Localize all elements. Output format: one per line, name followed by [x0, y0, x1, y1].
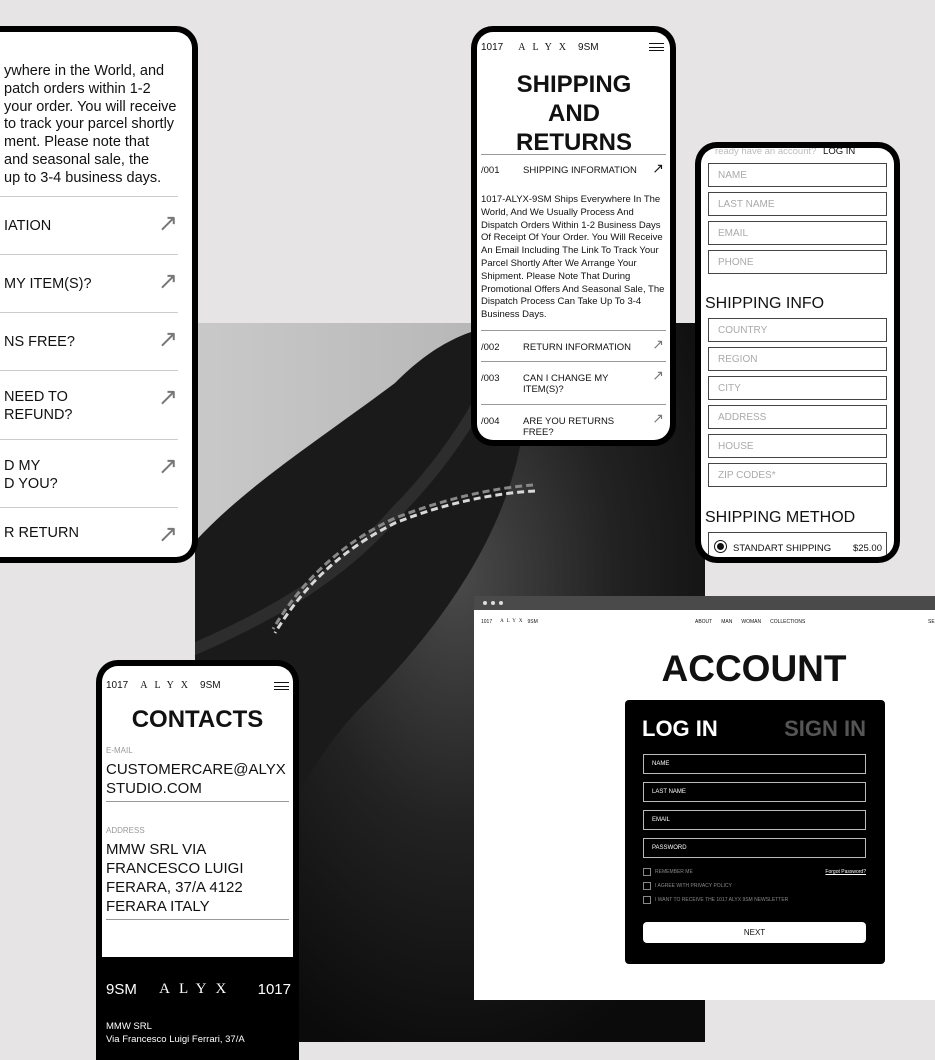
- address-value: MMW SRL VIA FRANCESCO LUIGI FERARA, 37/A 4122 FERARA ITALY: [106, 841, 244, 915]
- email-label: E-MAIL: [106, 746, 133, 755]
- email-field[interactable]: EMAIL: [643, 810, 866, 830]
- shipping-body: 1017-ALYX-9SM Ships Everywhere In The World, And We Usually Process And Dispatch Orders Within 1-2 Business Days Of Receipt Of Your Order. You Will Receive An Email Including The Link To Track Your Parcel Shortly After We Arrange Your Shipment. Please Note That During Promotional Offers And Seasonal Sale, The Dispatch Process Can Take Up To 3-4 Business Days.: [481, 194, 665, 321]
- faq-item[interactable]: [0, 370, 178, 439]
- divider: [106, 919, 289, 920]
- nav-collections[interactable]: COLLECTIONS: [770, 619, 806, 625]
- checkbox-icon: [643, 882, 651, 890]
- row-label: RETURN INFORMATION: [523, 342, 632, 353]
- checkbox-icon: [643, 868, 651, 876]
- name-field[interactable]: NAME: [708, 163, 887, 187]
- address-label: ADDRESS: [106, 826, 145, 835]
- arrow-up-right-icon: ↗: [157, 521, 178, 548]
- arrow-up-right-icon: ↗: [157, 326, 178, 353]
- intro-line: and seasonal sale, the: [4, 151, 150, 168]
- password-field[interactable]: PASSWORD: [643, 838, 866, 858]
- faq-item-label: MY ITEM(S)?: [4, 276, 92, 292]
- tab-signin[interactable]: SIGN IN: [784, 716, 866, 741]
- contacts-phone: [96, 660, 299, 1060]
- brand-1017: 1017: [257, 981, 291, 998]
- brand-header: [481, 42, 599, 53]
- faq-item-label: NEED TO REFUND?: [4, 389, 73, 423]
- brand-logo[interactable]: ALYX: [518, 42, 574, 53]
- forgot-password-link[interactable]: Forgot Password?: [825, 869, 866, 875]
- page-title: CONTACTS: [131, 706, 264, 733]
- arrow-up-right-icon: ↗: [652, 410, 664, 426]
- checkbox-label: I AGREE WITH PRIVACY POLICY: [655, 883, 732, 889]
- account-prompt: [715, 148, 855, 157]
- next-button[interactable]: NEXT: [643, 922, 866, 943]
- nav-man[interactable]: MAN: [721, 619, 733, 625]
- footer-line: MMW SRL: [106, 1021, 152, 1032]
- nav-about[interactable]: ABOUT: [695, 619, 713, 625]
- brand-logo: ALYX: [159, 981, 236, 997]
- nav-woman[interactable]: WOMAN: [741, 619, 762, 625]
- intro-line: ment. Please note that: [4, 134, 150, 151]
- window-titlebar: [474, 596, 935, 610]
- contact-fields: [708, 163, 887, 279]
- shipping-screen: [477, 32, 670, 440]
- shipping-phone: [471, 26, 676, 446]
- shipping-row[interactable]: [481, 330, 666, 361]
- page-title: SHIPPING AND RETURNS: [515, 71, 632, 156]
- row-number: /002: [481, 342, 500, 353]
- checkout-screen: [701, 148, 894, 557]
- method-label: STANDART SHIPPING: [733, 543, 832, 554]
- faq-item[interactable]: [0, 439, 178, 507]
- country-field[interactable]: COUNTRY: [708, 318, 887, 342]
- desktop-nav: [481, 619, 538, 625]
- arrow-up-right-icon: ↗: [652, 336, 664, 352]
- radio-selected-icon: [714, 540, 727, 553]
- window-dot-icon[interactable]: [483, 601, 487, 605]
- name-field[interactable]: NAME: [643, 754, 866, 774]
- row-number: /004: [481, 416, 500, 427]
- row-number: /001: [481, 165, 500, 176]
- newsletter-checkbox[interactable]: [643, 896, 788, 904]
- arrow-up-right-icon: ↗: [652, 367, 664, 383]
- checkbox-label: REMEMBER ME: [655, 869, 693, 875]
- remember-checkbox[interactable]: [643, 868, 788, 876]
- shipping-row[interactable]: [481, 154, 666, 188]
- checkbox-label: I WANT TO RECEIVE THE 1017 ALYX 9SM NEWSLETTER: [655, 897, 789, 903]
- page-title: ACCOUNT: [661, 648, 847, 689]
- shipping-info-heading: SHIPPING INFO: [705, 295, 825, 312]
- brand-1017: 1017: [481, 619, 493, 625]
- arrow-up-right-icon: ↗: [157, 268, 178, 295]
- phone-field[interactable]: PHONE: [708, 250, 887, 274]
- faq-item-label: IATION: [4, 218, 52, 234]
- brand-9sm: 9SM: [200, 680, 221, 691]
- intro-line: your order. You will receive: [4, 98, 177, 115]
- nav-search[interactable]: SE: [928, 619, 935, 625]
- arrow-up-right-icon: ↗: [157, 210, 178, 237]
- window-dot-icon[interactable]: [491, 601, 495, 605]
- faq-phone: [0, 26, 198, 563]
- privacy-checkbox[interactable]: [643, 882, 788, 890]
- address-fields: [708, 318, 887, 492]
- login-fields: [643, 754, 866, 866]
- zip-field[interactable]: ZIP CODES*: [708, 463, 887, 487]
- nav-links: [695, 619, 805, 625]
- footer-brand: [106, 981, 291, 998]
- brand-header: [106, 680, 221, 691]
- desktop-window: [474, 596, 935, 1000]
- last-name-field[interactable]: LAST NAME: [708, 192, 887, 216]
- faq-item[interactable]: [0, 254, 178, 312]
- divider: [106, 801, 289, 802]
- brand-9sm: 9SM: [578, 42, 599, 53]
- faq-item-label: D MY D YOU?: [4, 458, 58, 492]
- intro-line: to track your parcel shortly: [4, 116, 175, 133]
- menu-icon[interactable]: [274, 682, 289, 690]
- faq-item[interactable]: [0, 312, 178, 370]
- last-name-field[interactable]: LAST NAME: [643, 782, 866, 802]
- faq-screen: [0, 32, 192, 557]
- checkbox-group: [643, 868, 788, 910]
- row-number: /003: [481, 373, 500, 384]
- intro-line: patch orders within 1-2: [4, 80, 151, 97]
- brand-logo[interactable]: ALYX: [500, 619, 526, 624]
- shipping-method-option[interactable]: [708, 532, 887, 557]
- login-panel: [625, 700, 885, 964]
- tab-login[interactable]: LOG IN: [642, 716, 718, 741]
- faq-intro: [4, 63, 177, 188]
- window-dot-icon[interactable]: [499, 601, 503, 605]
- row-label: CAN I CHANGE MY ITEM(S)?: [523, 373, 609, 395]
- contacts-screen: [102, 666, 293, 1054]
- address-field[interactable]: ADDRESS: [708, 405, 887, 429]
- account-prompt-text: ready have an account?: [715, 148, 817, 157]
- method-price: $25.00: [852, 543, 882, 554]
- row-label: ARE YOU RETURNS FREE?: [523, 416, 615, 438]
- shipping-row[interactable]: [481, 361, 666, 404]
- arrow-up-right-icon: ↗: [157, 384, 178, 411]
- email-value[interactable]: CUSTOMERCARE@ALYX STUDIO.COM: [106, 761, 286, 797]
- brand-9sm: 9SM: [527, 619, 538, 625]
- login-link[interactable]: LOG IN: [823, 148, 856, 157]
- brand-logo[interactable]: ALYX: [140, 680, 196, 691]
- footer: [102, 957, 293, 1054]
- footer-line: Via Francesco Luigi Ferrari, 37/A: [106, 1034, 245, 1045]
- arrow-up-right-icon: ↗: [652, 160, 664, 176]
- faq-item[interactable]: [0, 196, 178, 254]
- email-field[interactable]: EMAIL: [708, 221, 887, 245]
- faq-item[interactable]: [0, 507, 178, 557]
- faq-item-label: R RETURN: [4, 525, 79, 541]
- menu-icon[interactable]: [649, 43, 664, 51]
- checkout-phone: [695, 142, 900, 563]
- brand-1017: 1017: [106, 680, 129, 691]
- brand-9sm: 9SM: [106, 981, 137, 998]
- faq-item-label: NS FREE?: [4, 334, 75, 350]
- brand-1017: 1017: [481, 42, 504, 53]
- city-field[interactable]: CITY: [708, 376, 887, 400]
- arrow-up-right-icon: ↗: [157, 453, 178, 480]
- row-label: SHIPPING INFORMATION: [523, 165, 637, 176]
- house-field[interactable]: HOUSE: [708, 434, 887, 458]
- checkbox-icon: [643, 896, 651, 904]
- region-field[interactable]: REGION: [708, 347, 887, 371]
- shipping-row[interactable]: [481, 404, 666, 440]
- intro-line: ywhere in the World, and: [4, 63, 165, 79]
- shipping-method-heading: SHIPPING METHOD: [705, 509, 856, 526]
- intro-line: up to 3-4 business days.: [4, 169, 162, 186]
